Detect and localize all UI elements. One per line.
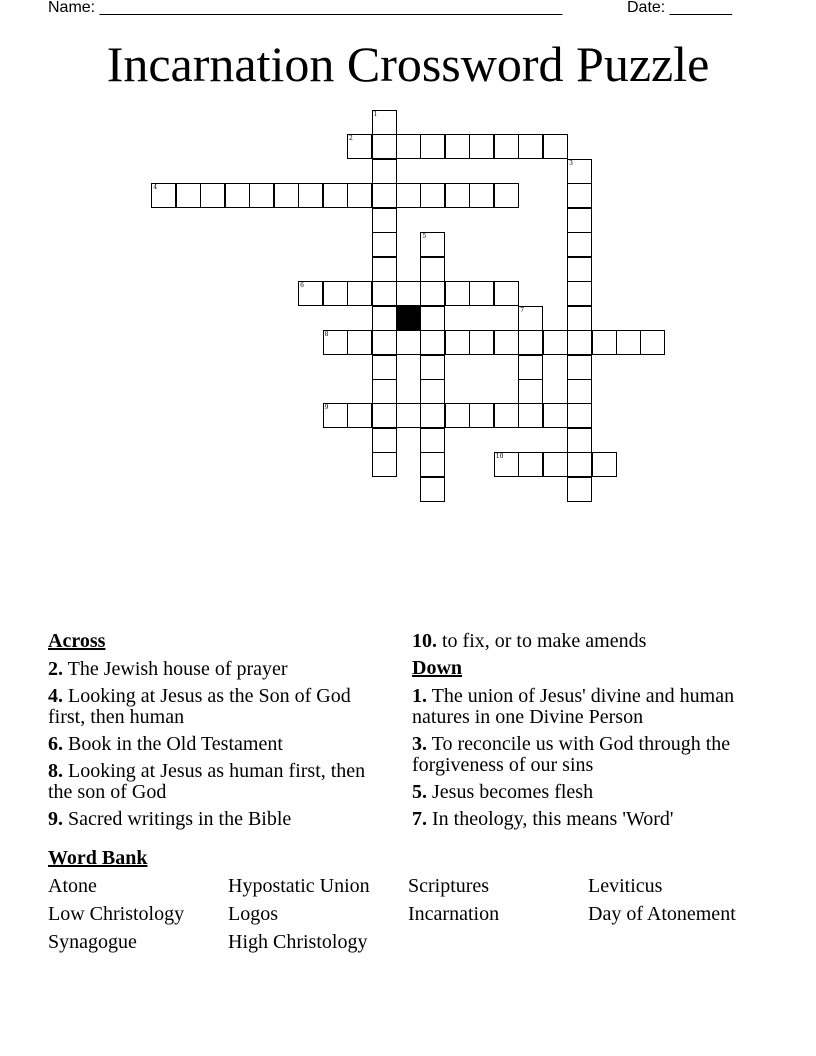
clue-down-1: 1. The union of Jesus' divine and human natures in one Divine Person xyxy=(412,685,735,728)
crossword-cell[interactable] xyxy=(518,355,543,380)
clue-across-9: 9. Sacred writings in the Bible xyxy=(48,808,292,830)
crossword-cell[interactable] xyxy=(151,183,176,208)
crossword-cell[interactable] xyxy=(396,134,421,159)
crossword-cell[interactable] xyxy=(298,281,323,306)
clue-number: 3 xyxy=(569,159,573,167)
crossword-cell[interactable] xyxy=(567,183,592,208)
crossword-cell[interactable] xyxy=(567,159,592,184)
word-bank-item: Atone xyxy=(48,875,97,897)
word-bank-item: Logos xyxy=(228,903,278,925)
crossword-cell[interactable] xyxy=(420,232,445,257)
crossword-cell[interactable] xyxy=(347,281,372,306)
crossword-cell[interactable] xyxy=(543,134,568,159)
crossword-cell[interactable] xyxy=(347,134,372,159)
crossword-cell[interactable] xyxy=(372,159,397,184)
word-bank-item: High Christology xyxy=(228,931,368,953)
word-bank-item: Low Christology xyxy=(48,903,185,925)
crossword-cell[interactable] xyxy=(323,330,348,355)
down-clues xyxy=(412,631,782,836)
clue-down-7: 7. In theology, this means 'Word' xyxy=(412,808,674,830)
word-bank-item: Scriptures xyxy=(408,875,490,897)
crossword-cell[interactable] xyxy=(420,379,445,404)
crossword-cell[interactable] xyxy=(494,183,519,208)
crossword-cell[interactable] xyxy=(567,355,592,380)
crossword-cell[interactable] xyxy=(347,330,372,355)
crossword-cell[interactable] xyxy=(372,379,397,404)
clue-number: 4 xyxy=(153,184,158,192)
crossword-cell[interactable] xyxy=(567,452,592,477)
crossword-cell[interactable] xyxy=(567,208,592,233)
crossword-cell[interactable] xyxy=(445,134,470,159)
crossword-cell[interactable] xyxy=(249,183,274,208)
clue-number: 9 xyxy=(324,404,329,412)
crossword-cell[interactable] xyxy=(494,330,519,355)
crossword-cell[interactable] xyxy=(518,452,543,477)
crossword-cell[interactable] xyxy=(372,183,397,208)
clue-down-3: 3. To reconcile us with God through the forgiveness of our sins xyxy=(412,733,731,776)
crossword-cell[interactable] xyxy=(323,281,348,306)
clue-number: 5 xyxy=(422,233,427,241)
crossword-cell[interactable] xyxy=(396,330,421,355)
word-bank-item: Hypostatic Union xyxy=(228,875,370,897)
clue-number: 2 xyxy=(349,135,353,143)
crossword-cell[interactable] xyxy=(298,183,323,208)
crossword-cell[interactable] xyxy=(567,477,592,502)
crossword-cell[interactable] xyxy=(567,281,592,306)
crossword-cell[interactable] xyxy=(372,110,397,135)
crossword-cell[interactable] xyxy=(372,403,397,428)
crossword-cell[interactable] xyxy=(176,183,201,208)
word-bank-item: Synagogue xyxy=(48,931,137,953)
crossword-cell[interactable] xyxy=(469,183,494,208)
crossword-cell[interactable] xyxy=(567,232,592,257)
clue-across-8: 8. Looking at Jesus as human first, then the son of God xyxy=(48,760,366,803)
crossword-cell[interactable] xyxy=(592,330,617,355)
crossword-cell[interactable] xyxy=(445,403,470,428)
crossword-cell[interactable] xyxy=(469,281,494,306)
crossword-cell[interactable] xyxy=(567,428,592,453)
crossword-cell[interactable] xyxy=(518,134,543,159)
crossword-cell[interactable] xyxy=(323,183,348,208)
crossword-cell[interactable] xyxy=(420,355,445,380)
crossword-cell[interactable] xyxy=(592,452,617,477)
crossword-cell[interactable] xyxy=(372,232,397,257)
crossword-cell[interactable] xyxy=(543,452,568,477)
crossword-cell[interactable] xyxy=(567,403,592,428)
crossword-cell[interactable] xyxy=(372,134,397,159)
crossword-cell[interactable] xyxy=(445,330,470,355)
crossword-cell[interactable] xyxy=(396,281,421,306)
word-bank-item: Leviticus xyxy=(588,875,663,897)
across-clues xyxy=(48,631,388,836)
clue-number: 10 xyxy=(495,453,504,461)
crossword-cell[interactable] xyxy=(469,403,494,428)
crossword-cell[interactable] xyxy=(567,330,592,355)
clue-across-10: 10. to fix, or to make amends xyxy=(412,630,647,652)
crossword-cell[interactable] xyxy=(640,330,665,355)
crossword-cell[interactable] xyxy=(372,257,397,282)
clue-across-2: 2. The Jewish house of prayer xyxy=(48,658,288,680)
across-heading: Across xyxy=(48,630,106,652)
crossword-cell[interactable] xyxy=(420,134,445,159)
clue-number: 8 xyxy=(324,331,329,338)
crossword-cell[interactable] xyxy=(372,281,397,306)
crossword-cell[interactable] xyxy=(396,403,421,428)
crossword-cell[interactable] xyxy=(543,330,568,355)
crossword-cell[interactable] xyxy=(567,257,592,282)
black-cell xyxy=(396,306,421,331)
crossword-cell[interactable] xyxy=(420,306,445,331)
crossword-cell[interactable] xyxy=(494,281,519,306)
crossword-cell[interactable] xyxy=(372,428,397,453)
crossword-cell[interactable] xyxy=(518,379,543,404)
word-bank-heading: Word Bank xyxy=(48,847,148,869)
clue-number: 7 xyxy=(520,306,525,314)
crossword-cell[interactable] xyxy=(372,208,397,233)
crossword-cell[interactable] xyxy=(372,306,397,331)
crossword-cell[interactable] xyxy=(347,403,372,428)
crossword-cell[interactable] xyxy=(543,403,568,428)
crossword-cell[interactable] xyxy=(274,183,299,208)
crossword-cell[interactable] xyxy=(494,452,519,477)
crossword-cell[interactable] xyxy=(420,477,445,502)
crossword-cell[interactable] xyxy=(347,183,372,208)
clue-across-6: 6. Book in the Old Testament xyxy=(48,733,283,755)
clue-across-4: 4. Looking at Jesus as the Son of God first, then human xyxy=(48,685,351,728)
crossword-cell[interactable] xyxy=(420,281,445,306)
crossword-cell[interactable] xyxy=(518,330,543,355)
crossword-cell[interactable] xyxy=(225,183,250,208)
word-bank-item: Incarnation xyxy=(408,903,500,925)
crossword-cell[interactable] xyxy=(396,183,421,208)
crossword-cell[interactable] xyxy=(323,403,348,428)
crossword-cell[interactable] xyxy=(518,306,543,331)
crossword-cell[interactable] xyxy=(420,330,445,355)
down-heading: Down xyxy=(412,657,463,679)
clue-number: 6 xyxy=(300,282,304,290)
crossword-cell[interactable] xyxy=(494,403,519,428)
crossword-cell[interactable] xyxy=(372,355,397,380)
crossword-cell[interactable] xyxy=(420,183,445,208)
clue-number: 1 xyxy=(373,111,378,118)
crossword-cell[interactable] xyxy=(445,183,470,208)
crossword-cell[interactable] xyxy=(445,281,470,306)
date-field: Date: _______ xyxy=(627,0,732,16)
crossword-cell[interactable] xyxy=(469,330,494,355)
crossword-cell[interactable] xyxy=(372,452,397,477)
clue-down-5: 5. Jesus becomes flesh xyxy=(412,781,594,803)
crossword-cell[interactable] xyxy=(567,306,592,331)
crossword-cell[interactable] xyxy=(420,257,445,282)
crossword-cell[interactable] xyxy=(420,452,445,477)
name-field: Name: ____________________________________________________ xyxy=(48,0,563,16)
word-bank-item: Day of Atonement xyxy=(588,903,736,925)
crossword-cell[interactable] xyxy=(420,428,445,453)
crossword-cell[interactable] xyxy=(420,403,445,428)
crossword-cell[interactable] xyxy=(469,134,494,159)
crossword-cell[interactable] xyxy=(567,379,592,404)
crossword-cell[interactable] xyxy=(616,330,641,355)
crossword-cell[interactable] xyxy=(518,403,543,428)
crossword-cell[interactable] xyxy=(494,134,519,159)
crossword-cell[interactable] xyxy=(372,330,397,355)
crossword-cell[interactable] xyxy=(200,183,225,208)
page-title: Incarnation Crossword Puzzle xyxy=(106,36,710,92)
